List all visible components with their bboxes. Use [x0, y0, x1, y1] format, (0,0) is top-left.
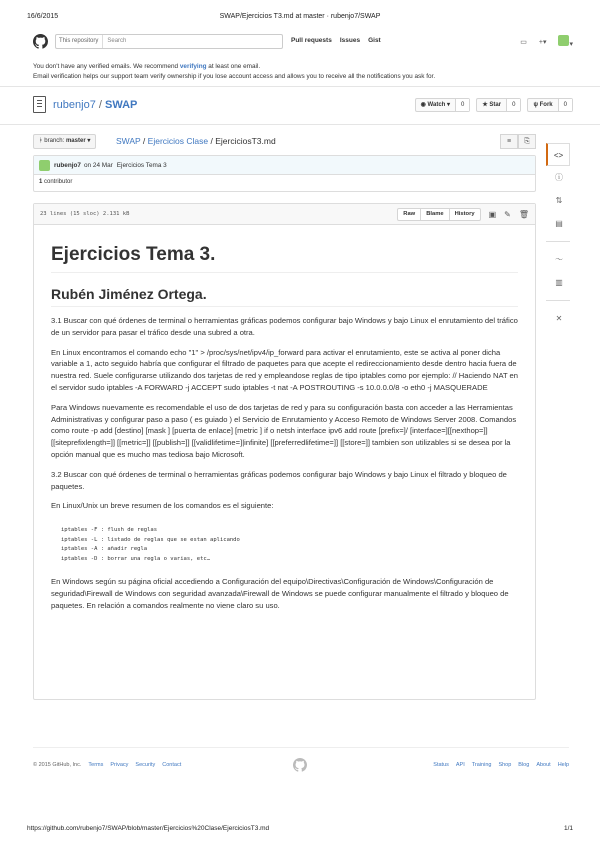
heading-2: Rubén Jiménez Ortega. — [51, 286, 518, 307]
breadcrumb-repo[interactable]: SWAP — [116, 136, 141, 146]
footer-link-security[interactable]: Security — [135, 762, 156, 768]
footer-left — [33, 762, 181, 768]
contributors-label: contributor — [42, 179, 73, 185]
commit-author[interactable]: rubenjo7 — [54, 161, 81, 169]
markdown-body — [34, 244, 535, 612]
repo-actions — [415, 98, 573, 112]
search-input[interactable] — [55, 34, 283, 49]
trash-icon[interactable]: 🗑 — [518, 210, 529, 219]
copy-path-icon[interactable]: ⎘ — [518, 134, 536, 149]
search-scope: This repository — [59, 35, 103, 48]
contributors-count: 1 — [39, 179, 43, 185]
repo-title — [53, 99, 137, 111]
graph-icon[interactable]: ▥ — [555, 278, 563, 287]
print-title: SWAP/Ejercicios T3.md at master · rubenjo7/SWAP — [219, 13, 381, 20]
contributors[interactable] — [34, 175, 535, 189]
top-right-actions — [520, 35, 573, 48]
breadcrumb-sep: / — [140, 136, 148, 146]
paragraph-5: En Linux/Unix un breve resumen de los comandos es el siguiente: — [51, 501, 274, 511]
watch-label: Watch ▾ — [427, 102, 451, 108]
eye-icon: ◉ — [420, 102, 426, 108]
code-line: iptables -F : flush de reglas — [61, 527, 158, 534]
code-line: iptables -A : añadir regla — [61, 546, 148, 553]
print-footer — [27, 825, 573, 835]
code-line: iptables -L : listado de reglas que se estan aplicando — [61, 536, 240, 543]
branch-icon: ᚼ — [39, 138, 43, 144]
file-viewer — [33, 203, 536, 700]
footer-link-blog[interactable]: Blog — [518, 762, 530, 768]
star-button[interactable] — [476, 98, 521, 112]
footer-link-shop[interactable]: Shop — [498, 762, 512, 768]
fork-button[interactable] — [527, 98, 573, 112]
commit-message[interactable]: Ejercicios Tema 3 — [116, 161, 167, 169]
nav-pull-requests[interactable]: Pull requests — [291, 37, 332, 44]
issue-icon[interactable]: ⓘ — [555, 173, 563, 182]
author-avatar — [39, 160, 50, 171]
search-placeholder: Search — [107, 38, 127, 44]
latest-commit — [34, 156, 535, 175]
flash-text-end: at least one email. — [206, 63, 261, 70]
avatar-menu[interactable]: ▾ — [558, 35, 573, 48]
list-icon[interactable]: ≡ — [500, 134, 518, 149]
breadcrumb-sep: / — [208, 136, 216, 146]
verify-link[interactable]: verifying — [179, 63, 207, 70]
star-icon: ★ — [482, 102, 488, 108]
settings-icon[interactable]: ✕ — [555, 314, 563, 323]
repo-icon — [33, 96, 46, 113]
raw-button[interactable]: Raw — [398, 209, 421, 220]
pulse-icon[interactable]: 〜 — [555, 255, 563, 264]
divider — [33, 747, 569, 748]
bell-icon[interactable]: ▭ — [520, 38, 527, 46]
github-logo-icon[interactable] — [33, 34, 48, 49]
nav-issues[interactable]: Issues — [339, 37, 361, 44]
watch-count[interactable]: 0 — [456, 99, 469, 111]
footer-link-training[interactable]: Training — [471, 762, 492, 768]
divider — [546, 241, 570, 242]
wiki-icon[interactable]: ▤ — [555, 219, 563, 228]
code-icon[interactable]: <> — [546, 143, 570, 166]
email-verification-notice — [33, 62, 573, 82]
github-mark-icon[interactable] — [293, 758, 307, 772]
file-header — [34, 204, 535, 225]
desktop-icon[interactable]: ▣ — [488, 210, 497, 219]
top-nav — [291, 37, 381, 44]
code-line: iptables -D : borrar una regla o varias, etc… — [61, 555, 211, 562]
repo-owner-link[interactable]: rubenjo7 — [53, 99, 96, 111]
file-actions — [397, 208, 529, 221]
paragraph-4: 3.2 Buscar con qué órdenes de terminal o herramientas gráficas podemos configurar bajo Windows y bajo Linux el filtrado y bloqueo de paquetes. — [51, 469, 507, 491]
breadcrumb-file: EjerciciosT3.md — [215, 136, 276, 146]
print-page-number: 1/1 — [563, 825, 573, 832]
repo-side-nav — [546, 143, 570, 330]
repo-header — [33, 93, 573, 119]
history-button[interactable]: History — [454, 211, 475, 217]
code-block — [51, 522, 518, 568]
print-date: 16/6/2015 — [27, 13, 59, 20]
footer-link-privacy[interactable]: Privacy — [110, 762, 129, 768]
heading-1: Ejercicios Tema 3. — [51, 244, 518, 273]
pull-request-icon[interactable]: ⇅ — [555, 196, 563, 205]
top-navbar — [33, 33, 573, 51]
commit-date: on 24 Mar — [84, 161, 113, 169]
avatar — [558, 35, 569, 46]
branch-name: master ▾ — [65, 138, 91, 144]
divider — [546, 300, 570, 301]
file-action-group — [397, 208, 480, 221]
site-footer — [33, 760, 569, 774]
fork-label: Fork — [539, 102, 553, 108]
star-count[interactable]: 0 — [507, 99, 520, 111]
paragraph-3: Para Windows nuevamente es recomendable el uso de dos tarjetas de red y para su configuración basta con acceder a las Herramientas Administrativas y configurar paso a paso ( es guiado ) el Servicio de Enrutamiento y Acceso Remoto de Windows Server 2008. Comandos como route -p add [destino] [mask ] [puerta de enlace] [metric ] if o netsh interface ipv6 add route [prefix=]/ [interface=][[nexthop=]] [[siteprefixlength=]] [[metric=]] [[publish=]] [[validlifetime=]|infinite] [[preferredlifetime=]] [[store=]] tambien son utilizables si se desea por la opción manual que es mucho mas tediosa bajo Microsoft. — [51, 402, 517, 459]
flash-line2: Email verification helps our support team verify ownership if you lose account access and allows you to receive all the notifications you ask for. — [33, 73, 436, 80]
nav-gist[interactable]: Gist — [368, 37, 381, 44]
breadcrumb — [116, 136, 276, 146]
copyright: © 2015 GitHub, Inc. — [33, 762, 82, 768]
paragraph-1: 3.1 Buscar con qué órdenes de terminal o herramientas gráficas podemos configurar bajo Windows y bajo Linux el enrutamiento del tráfico de un servidor para pasar el tráfico desde una subred a otra. — [51, 316, 518, 337]
print-header — [27, 13, 573, 23]
watch-button[interactable] — [415, 98, 471, 112]
branch-selector[interactable] — [33, 134, 96, 149]
flash-text: You don't have any verified emails. We recommend — [33, 63, 180, 70]
footer-link-terms[interactable]: Terms — [88, 762, 104, 768]
branch-prefix: branch: — [44, 138, 66, 144]
fork-count[interactable]: 0 — [559, 99, 572, 111]
footer-right — [433, 762, 569, 768]
footer-link-help[interactable]: Help — [557, 762, 569, 768]
pencil-icon[interactable]: ✎ — [504, 210, 511, 219]
footer-link-api[interactable]: API — [455, 762, 465, 768]
plus-icon[interactable]: +▾ — [538, 38, 547, 46]
repo-separator: / — [95, 99, 105, 111]
repo-name-link[interactable]: SWAP — [105, 99, 138, 111]
divider — [0, 86, 600, 87]
footer-link-status[interactable]: Status — [433, 762, 449, 768]
file-nav-actions — [500, 134, 536, 149]
star-label: Star — [489, 102, 502, 108]
file-info: 23 lines (15 sloc) 2.131 kB — [40, 211, 130, 217]
print-url: https://github.com/rubenjo7/SWAP/blob/master/Ejercicios%20Clase/EjerciciosT3.md — [27, 825, 270, 832]
paragraph-2: En Linux encontramos el comando echo "1" > /proc/sys/net/ipv4/ip_forward para activar el enrutamiento, este se activa al poner dicha variable a 1, acto seguido habría que configurar el filtrado de paquetes para que acepte el redireccionamiento desde dentro hacia fuera de nuestra red. Suele configurarse utilizando dos tarjetas de red y empleandose reglas de tipo iptables como por ejemplo: // Haciendo NAT en el servidor sudo iptables -A FORWARD -j ACCEPT sudo iptables -t nat -A POSTROUTING -s 10.0.0.0/8 -o eth0 -j MASQUERADE — [51, 347, 519, 392]
divider — [0, 124, 600, 125]
footer-link-contact[interactable]: Contact — [162, 762, 182, 768]
paragraph-6: En Windows según su página oficial accediendo a Configuración del equipo\Directivas\Configuración de Windows\Configuración de seguridad\Firewall de Windows con seguridad avanzada\Firewall de Windows se puede configurar manualmente el filtrado y bloqueo de paquetes. En relación a comandos realmente no viene claro su uso. — [51, 577, 509, 610]
file-navigation — [33, 134, 536, 150]
footer-link-about[interactable]: About — [536, 762, 551, 768]
commit-tease — [33, 155, 536, 192]
fork-icon: ψ — [533, 102, 538, 108]
blame-button[interactable]: Blame — [421, 209, 449, 220]
breadcrumb-folder[interactable]: Ejercicios Clase — [147, 136, 209, 146]
